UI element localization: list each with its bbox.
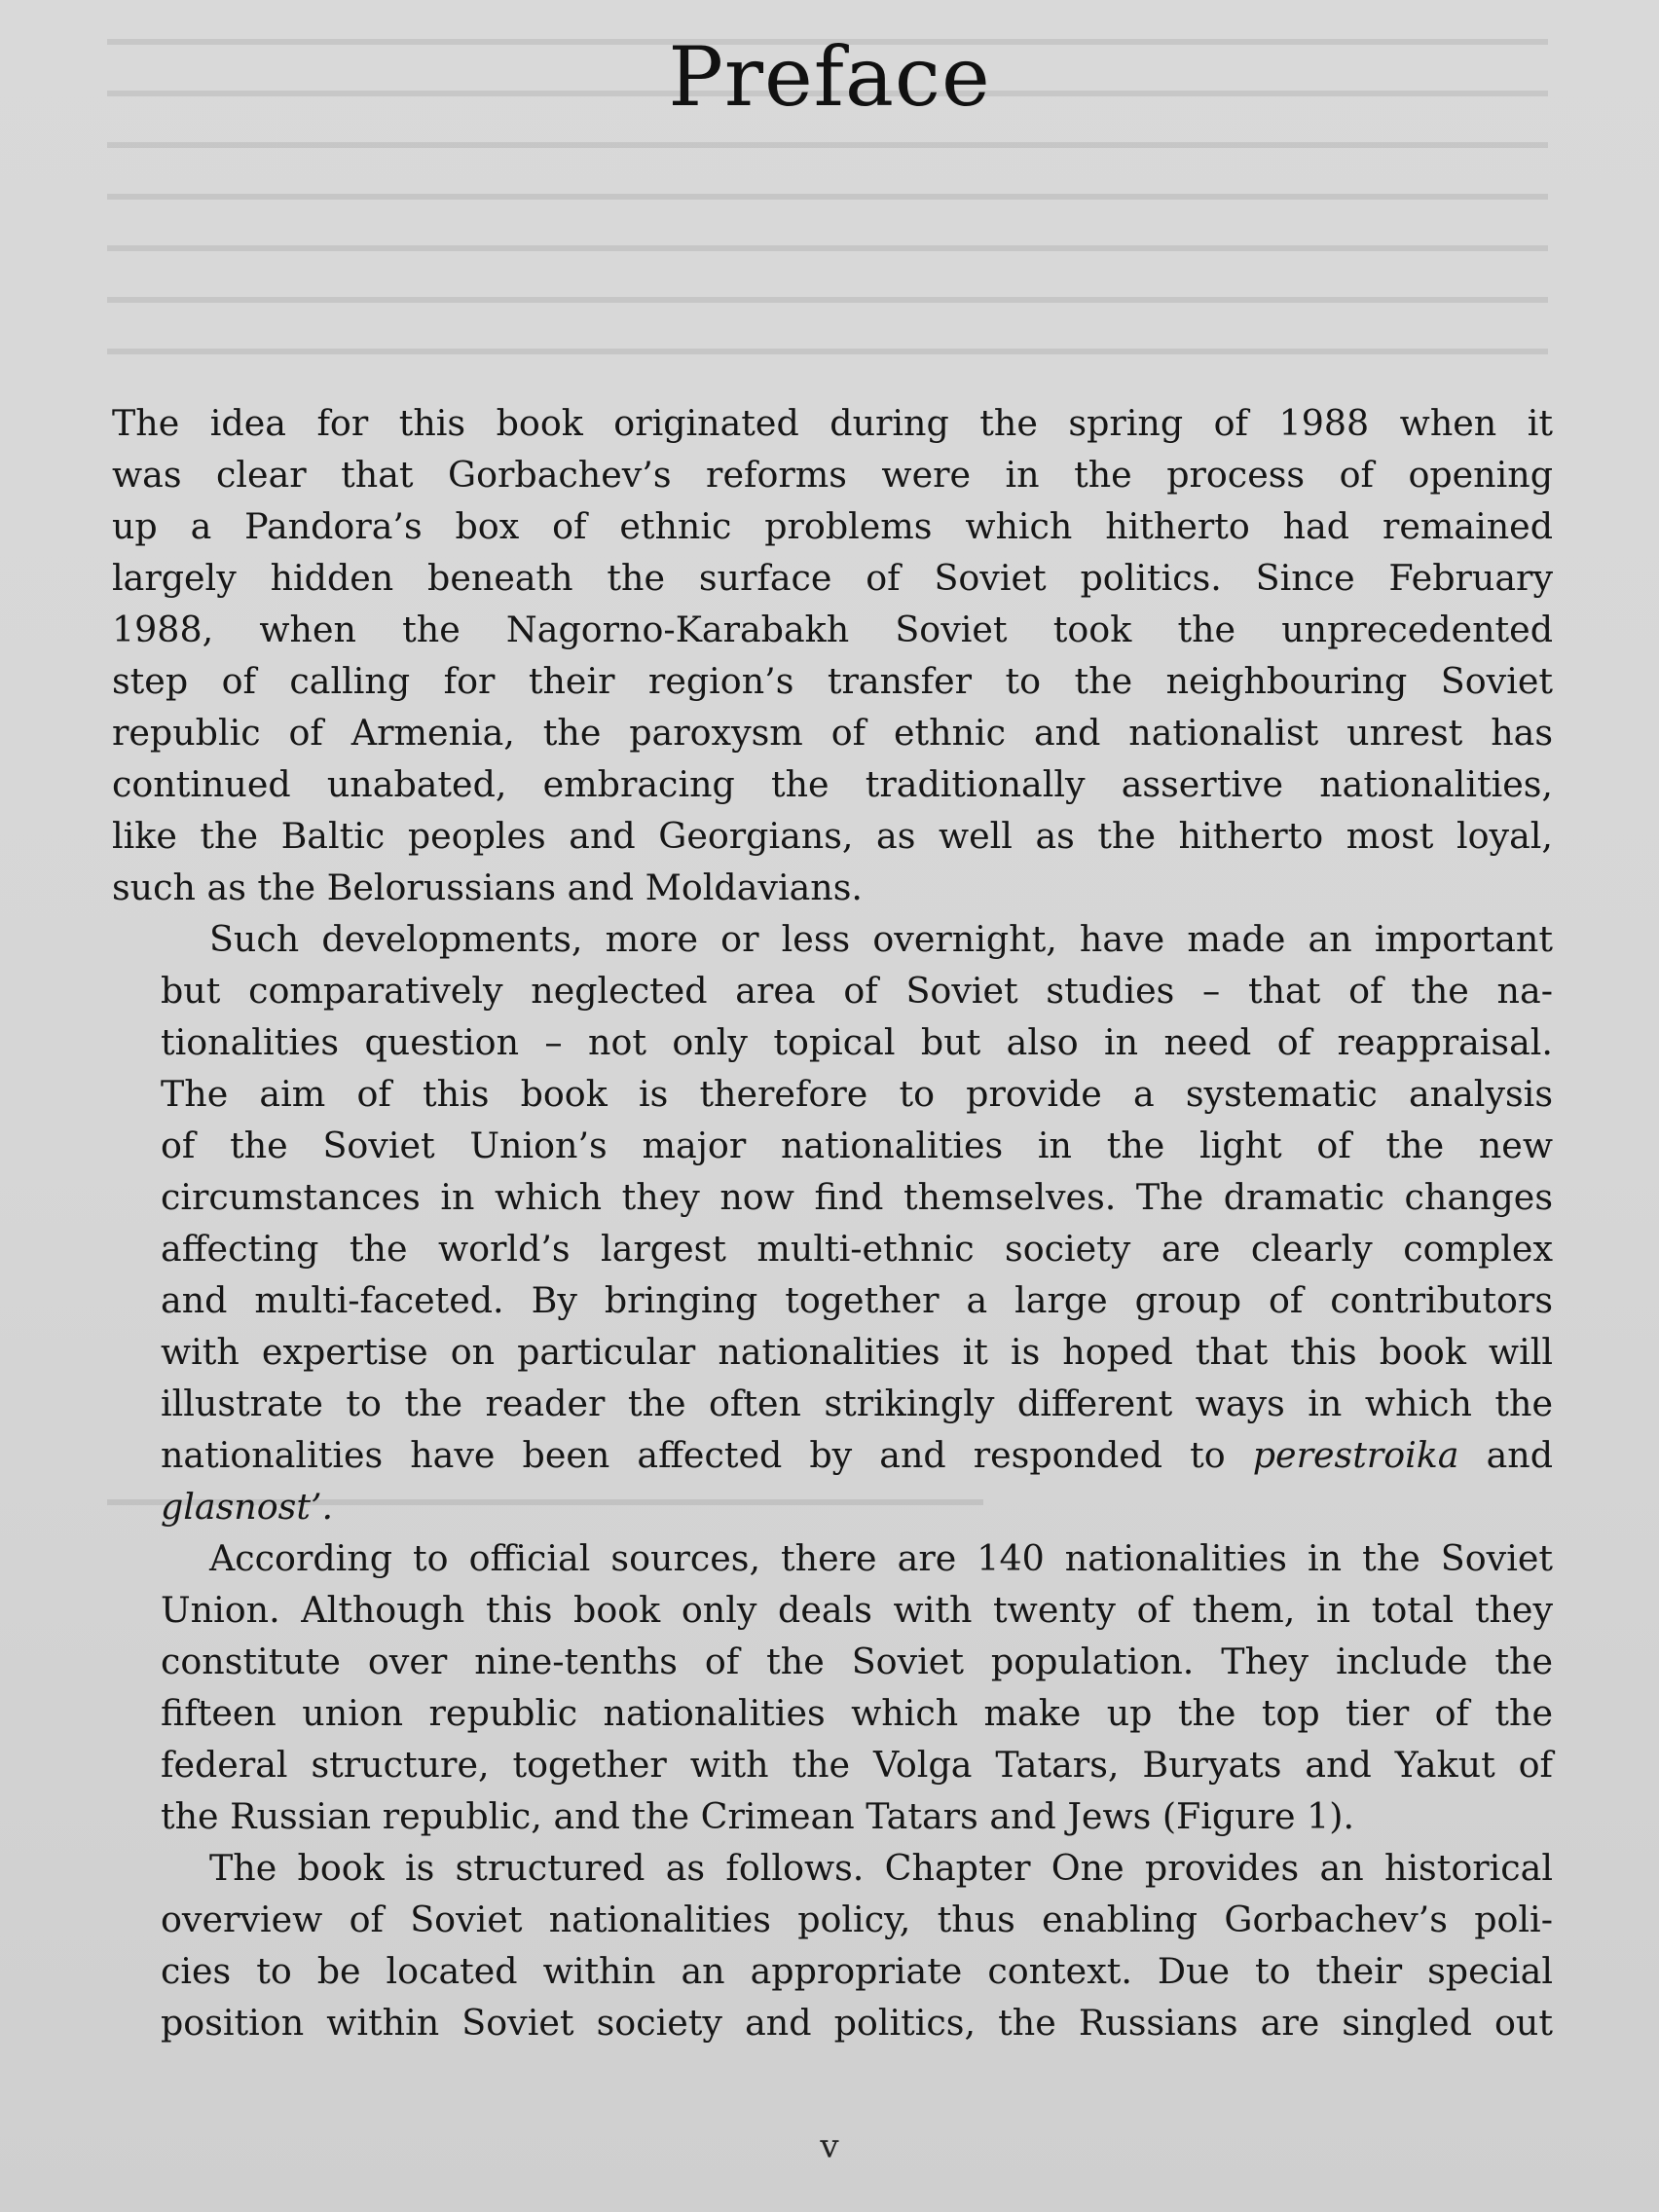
text-line: continued unabated, embracing the traditionally assertive nationalities, [112,763,1553,805]
text-line: was clear that Gorbachev’s reforms were in the process of opening [112,454,1553,496]
paragraph-1 [112,397,1553,913]
text-line: tionalities question – not only topical but also in need of reappraisal. [161,1021,1553,1063]
text-line: circumstances in which they now find themselves. The dramatic changes [161,1176,1553,1218]
text-line: The aim of this book is therefore to provide a systematic analysis [161,1073,1553,1115]
text-line: fifteen union republic nationalities which make up the top tier of the [161,1692,1553,1734]
paragraph-2 [112,913,1553,1532]
text-line: Union. Although this book only deals with twenty of them, in total they [161,1589,1553,1631]
text-line: Such developments, more or less overnight, have made an important [209,918,1553,960]
text-line: like the Baltic peoples and Georgians, as well as the hitherto most loyal, [112,815,1553,857]
italic-term: perestroika [1252,1434,1459,1476]
text-line: constitute over nine-tenths of the Soviet population. They include the [161,1641,1553,1682]
paragraph-3 [112,1532,1553,1842]
text-line: affecting the world’s largest multi-ethnic society are clearly complex [161,1228,1553,1270]
text-line: largely hidden beneath the surface of Soviet politics. Since February [112,557,1553,599]
text-line: federal structure, together with the Volga Tatars, Buryats and Yakut of [161,1744,1553,1786]
text-line: step of calling for their region’s transfer to the neighbouring Soviet [112,660,1553,702]
preface-body [112,397,1553,2048]
text-line: illustrate to the reader the often strikingly different ways in which the [161,1382,1553,1424]
text-line: 1988, when the Nagorno-Karabakh Soviet took the unprecedented [112,608,1553,650]
text-line: and multi-faceted. By bringing together a large group of contributors [161,1279,1553,1321]
text-line: republic of Armenia, the paroxysm of ethnic and nationalist unrest has [112,712,1553,754]
paragraph-4 [112,1842,1553,2048]
text-line: The book is structured as follows. Chapter One provides an historical [209,1847,1553,1889]
text-line: the Russian republic, and the Crimean Tatars and Jews (Figure 1). [161,1795,1355,1837]
page-title: Preface [668,29,991,125]
text-line: glasnost’. [161,1486,334,1528]
text-line: but comparatively neglected area of Soviet studies – that of the na- [161,970,1553,1012]
text-line: such as the Belorussians and Moldavians. [112,866,863,908]
text-line: with expertise on particular nationalities it is hoped that this book will [161,1331,1553,1373]
text-line: overview of Soviet nationalities policy, thus enabling Gorbachev’s poli- [161,1899,1553,1940]
text-line: up a Pandora’s box of ethnic problems which hitherto had remained [112,505,1553,547]
text-line: nationalities have been affected by and responded to perestroika and [161,1434,1553,1476]
text-line: cies to be located within an appropriate context. Due to their special [161,1950,1553,1992]
text-line: position within Soviet society and politics, the Russians are singled out [161,2002,1553,2044]
text-line: The idea for this book originated during the spring of 1988 when it [112,402,1553,444]
text-line: of the Soviet Union’s major nationalities in the light of the new [161,1124,1553,1166]
text-line: According to official sources, there are 140 nationalities in the Soviet [209,1537,1553,1579]
page-number: v [820,2127,839,2166]
